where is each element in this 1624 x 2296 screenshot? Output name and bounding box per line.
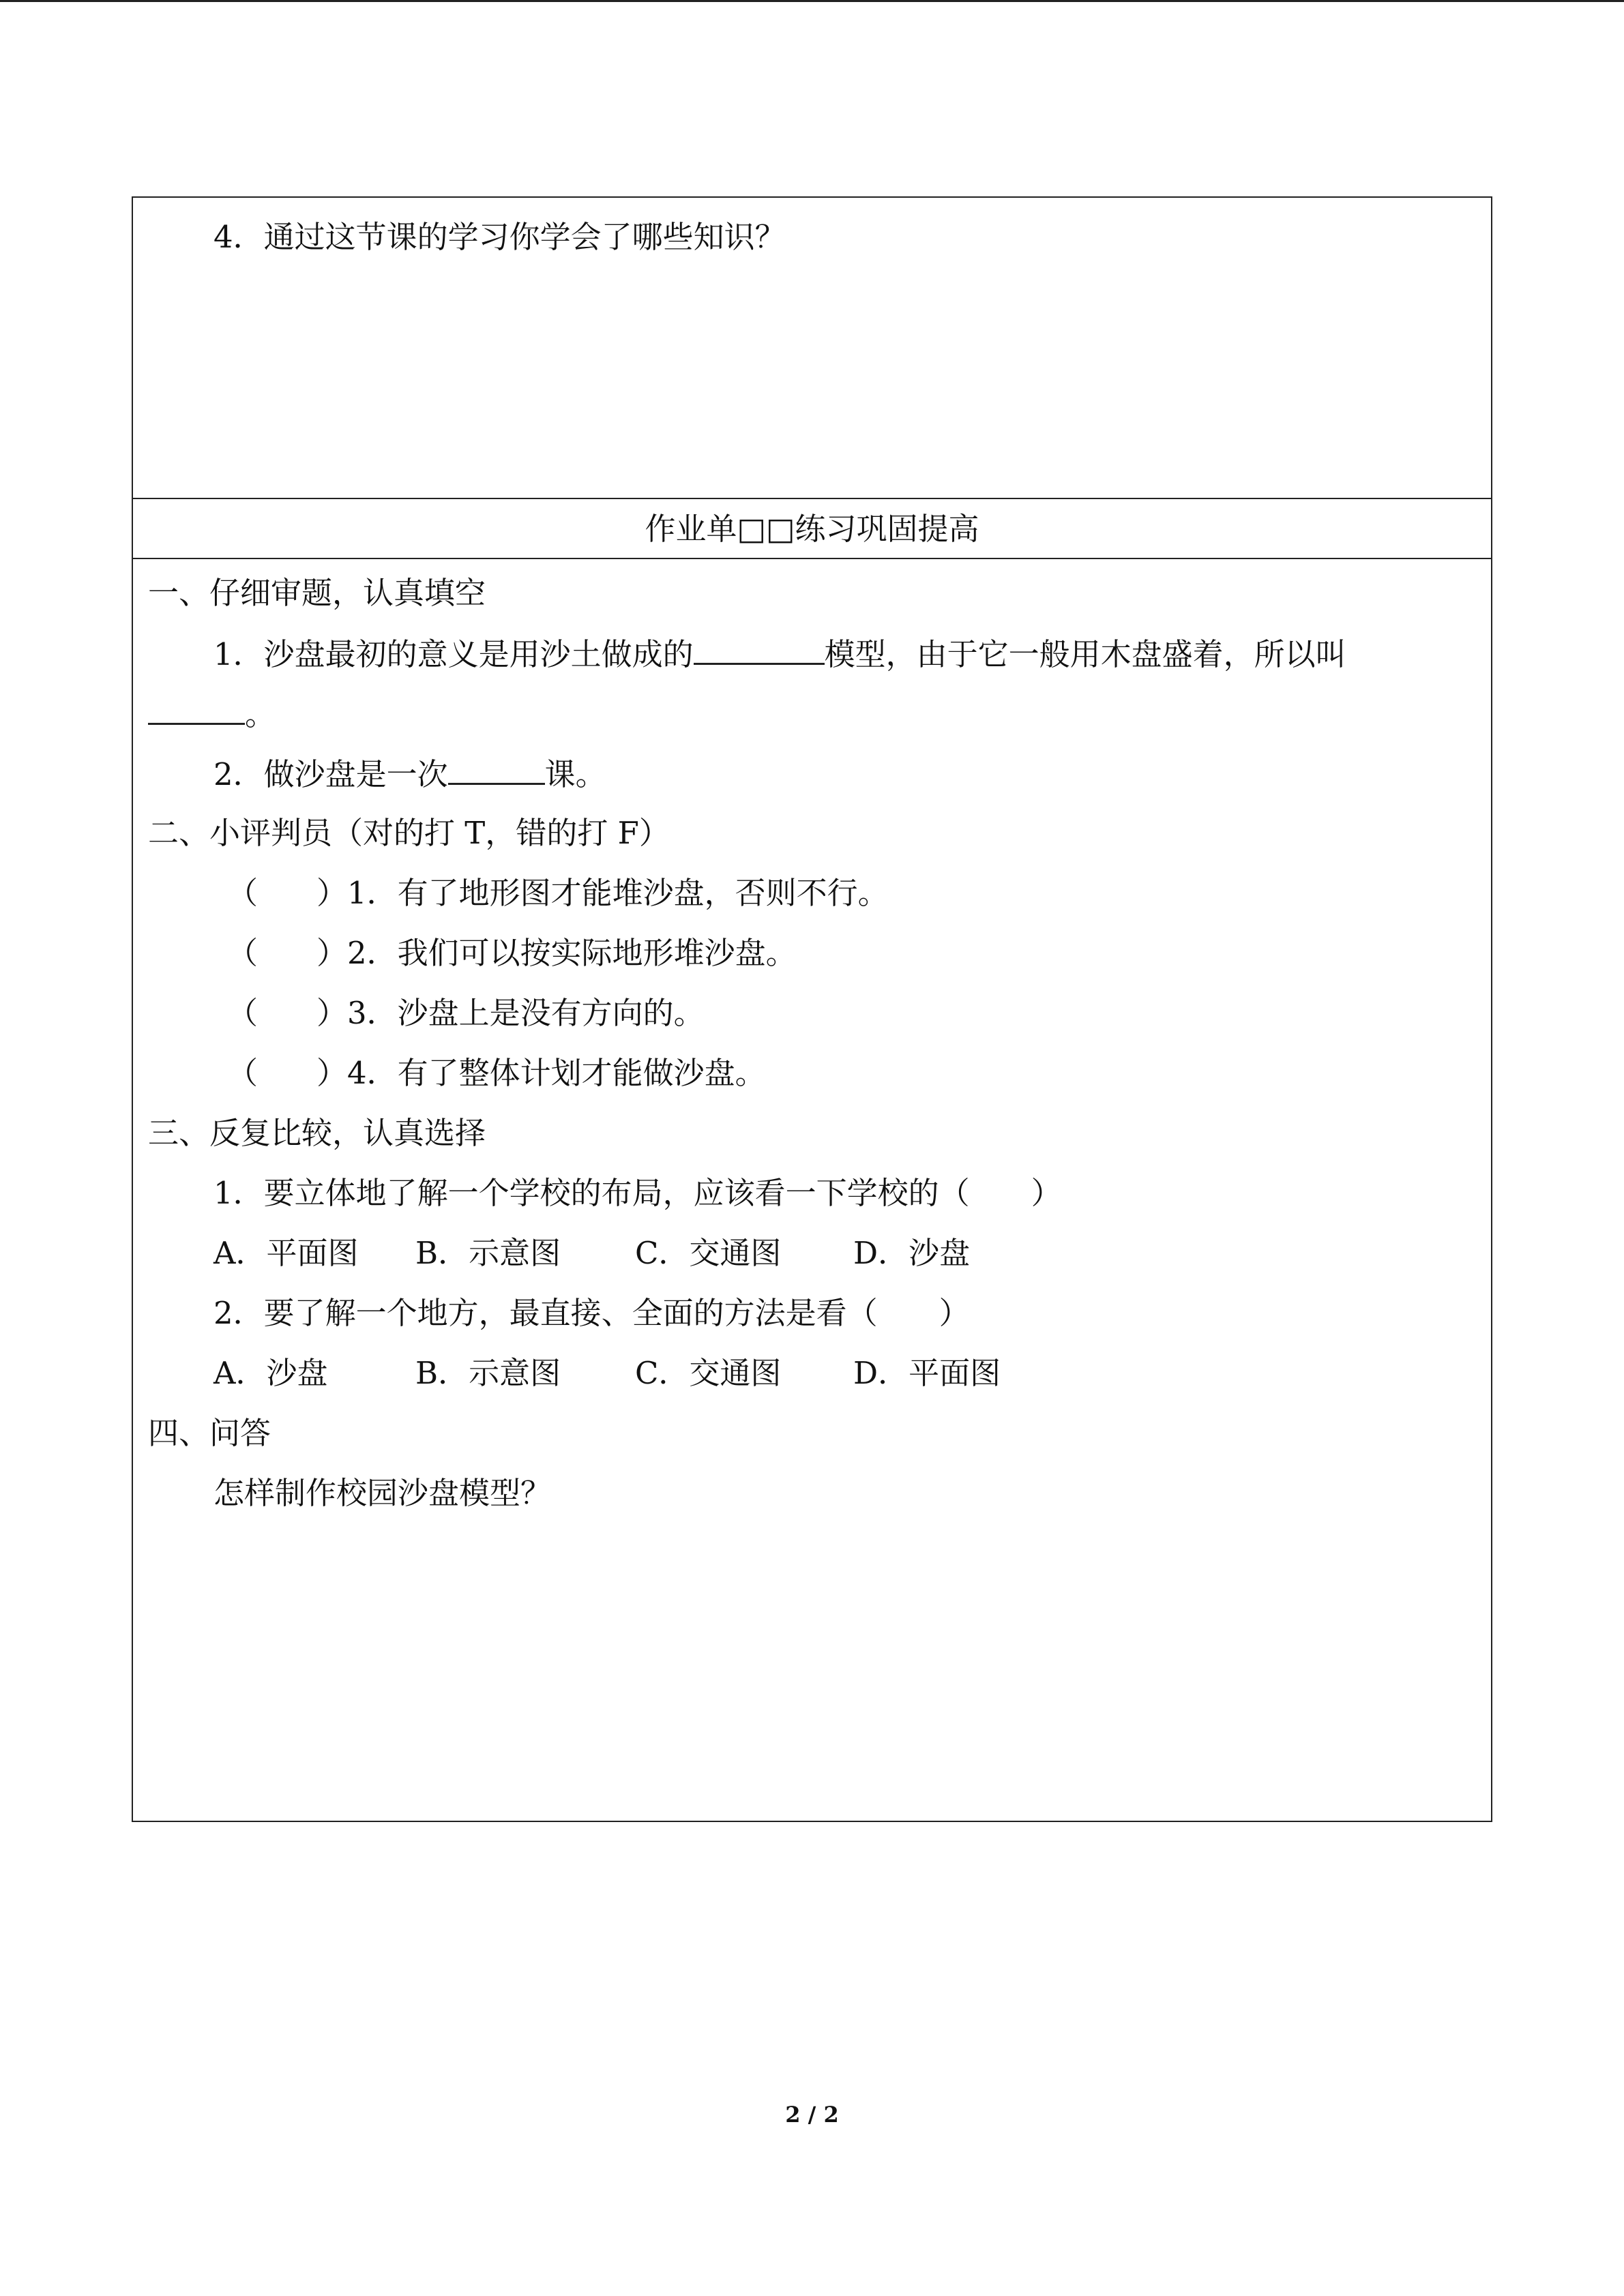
answer-blank[interactable] — [448, 753, 545, 785]
open-paren: （ — [227, 875, 259, 911]
fill-question-2 — [213, 753, 606, 795]
open-paren: （ — [227, 1055, 259, 1091]
answer-blank[interactable] — [148, 693, 245, 725]
part1-heading: 一、仔细审题，认真填空 — [148, 575, 486, 611]
judge-item — [227, 1053, 766, 1094]
open-paren: （ — [227, 935, 259, 971]
judge-item — [227, 933, 797, 974]
section-title: 作业单□□练习巩固提高 — [645, 511, 979, 547]
fill-q1-text-b: 模型，由于它一般用木盘盛着，所以叫 — [824, 636, 1346, 672]
answer-blank[interactable] — [694, 633, 825, 665]
top-border-line — [0, 0, 1624, 2]
choice-option[interactable]: A．沙盘 — [213, 1355, 328, 1391]
close-paren: ） — [316, 875, 348, 911]
fill-question-1-cont — [148, 693, 276, 735]
choice-option[interactable]: D．平面图 — [853, 1355, 1001, 1391]
choice-option[interactable]: A．平面图 — [213, 1235, 359, 1271]
close-paren: ） — [316, 1055, 348, 1091]
fill-q2-text-a: 2．做沙盘是一次 — [213, 756, 448, 792]
fill-q1-end: 。 — [245, 696, 276, 732]
essay-question: 怎样制作校园沙盘模型？ — [213, 1475, 552, 1511]
open-paren: （ — [227, 995, 259, 1031]
judge-item — [227, 873, 889, 914]
question-4: 4．通过这节课的学习你学会了哪些知识？ — [213, 219, 786, 255]
close-paren: ） — [316, 995, 348, 1031]
judge-text: 3．沙盘上是没有方向的。 — [347, 995, 705, 1031]
exercise-cell — [133, 559, 1491, 1822]
fill-q2-text-b: 课。 — [544, 756, 606, 792]
choice-option[interactable]: C．交通图 — [635, 1355, 782, 1391]
close-paren: ） — [316, 935, 348, 971]
worksheet-table — [132, 196, 1492, 1822]
page-number: 2 / 2 — [785, 2102, 839, 2128]
choice-option[interactable]: D．沙盘 — [853, 1235, 971, 1271]
reflection-cell — [133, 198, 1491, 499]
judge-text: 4．有了整体计划才能做沙盘。 — [347, 1055, 766, 1091]
part3-heading: 三、反复比较，认真选择 — [148, 1115, 486, 1151]
choice-option[interactable]: C．交通图 — [635, 1235, 782, 1271]
part4-heading: 四、问答 — [148, 1415, 271, 1451]
choice-option[interactable]: B．示意图 — [415, 1355, 561, 1391]
choice-question-2: 2．要了解一个地方，最直接、全面的方法是看（ ） — [213, 1295, 970, 1331]
fill-question-1 — [213, 633, 1346, 675]
fill-q1-text-a: 1．沙盘最初的意义是用沙土做成的 — [213, 636, 694, 672]
choice-question-1: 1．要立体地了解一个学校的布局，应该看一下学校的（ ） — [213, 1175, 1062, 1211]
judge-text: 2．我们可以按实际地形堆沙盘。 — [347, 935, 797, 971]
judge-text: 1．有了地形图才能堆沙盘，否则不行。 — [347, 875, 889, 911]
section-header-cell — [133, 499, 1491, 559]
judge-item — [227, 993, 705, 1034]
part2-heading: 二、小评判员（对的打 T，错的打 F） — [148, 815, 670, 851]
choice-option[interactable]: B．示意图 — [415, 1235, 561, 1271]
